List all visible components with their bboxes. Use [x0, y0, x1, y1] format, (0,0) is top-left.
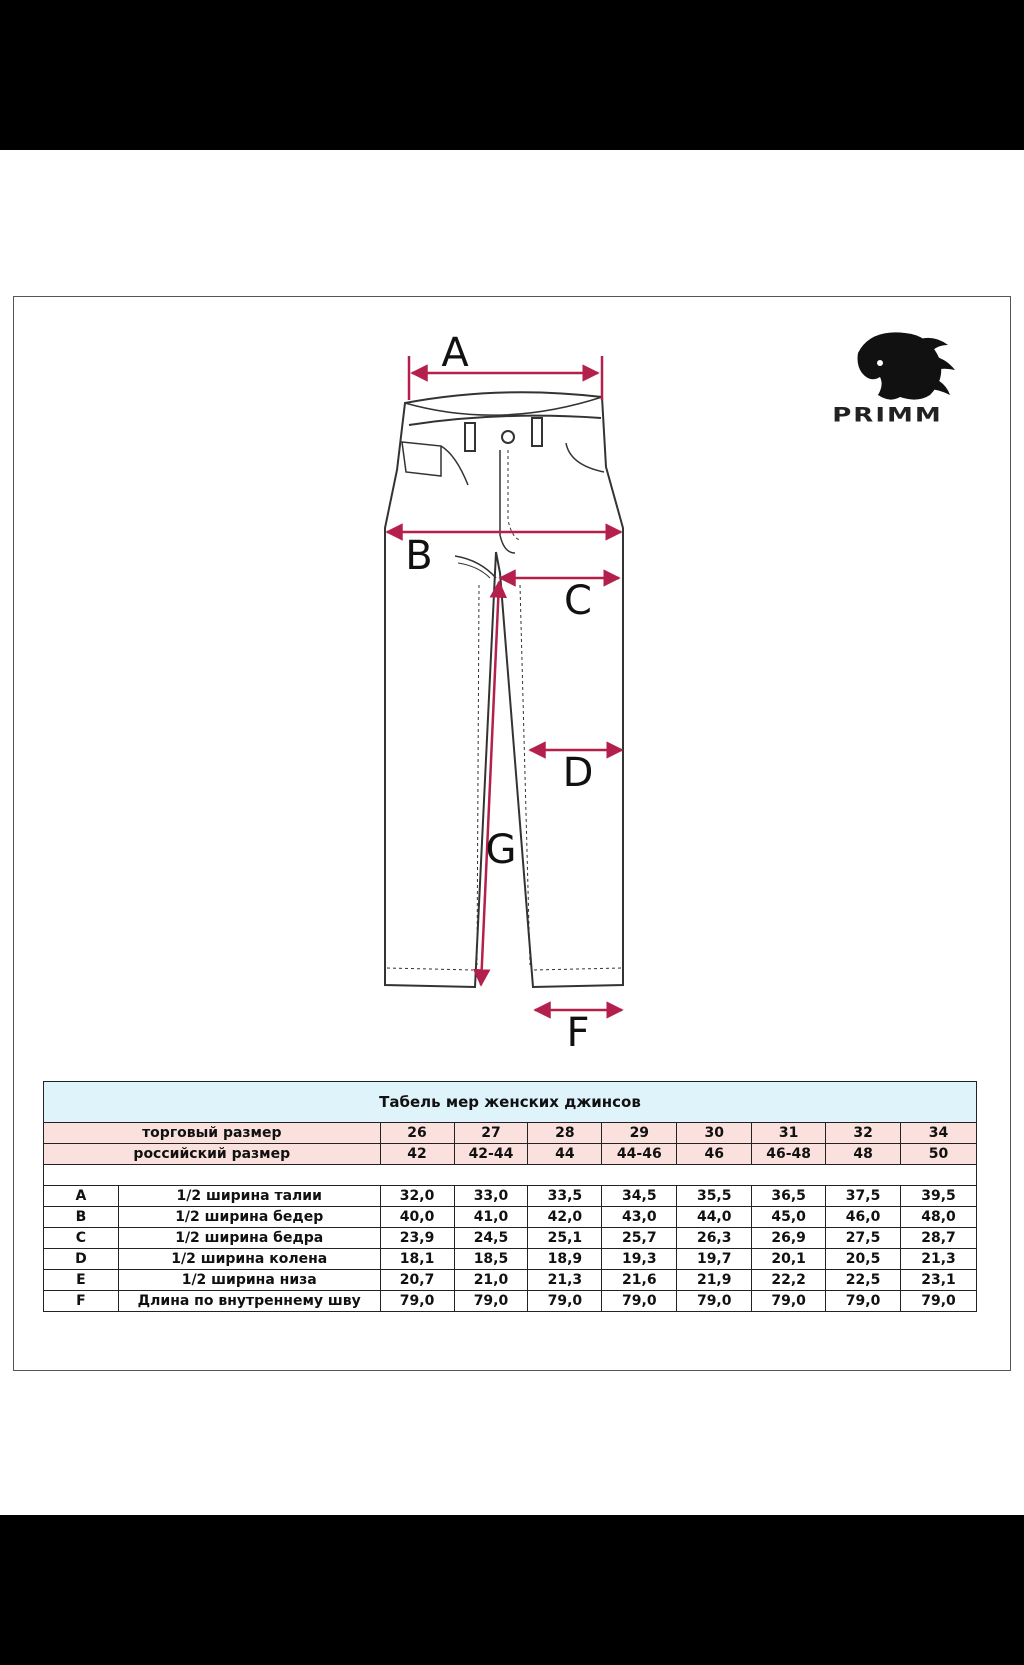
measure-code: B: [44, 1207, 119, 1228]
measure-value: 20,5: [826, 1249, 901, 1270]
measure-value: 24,5: [454, 1228, 528, 1249]
measure-value: 22,2: [752, 1270, 826, 1291]
measure-code: E: [44, 1270, 119, 1291]
label-c: C: [564, 578, 592, 624]
measure-value: 39,5: [901, 1186, 977, 1207]
label-g: G: [485, 827, 517, 873]
measure-value: 32,0: [380, 1186, 454, 1207]
measure-name: 1/2 ширина бедер: [118, 1207, 380, 1228]
ru-size-cell: 42-44: [454, 1144, 528, 1165]
trade-size-cell: 26: [380, 1123, 454, 1144]
ru-size-cell: 50: [901, 1144, 977, 1165]
measure-value: 26,9: [752, 1228, 826, 1249]
bottom-black-bar: [0, 1515, 1024, 1665]
measure-value: 23,1: [901, 1270, 977, 1291]
table-row: [44, 1207, 977, 1228]
trade-size-cell: 32: [826, 1123, 901, 1144]
measure-value: 37,5: [826, 1186, 901, 1207]
measure-value: 19,3: [602, 1249, 677, 1270]
measure-value: 21,6: [602, 1270, 677, 1291]
table-row: [44, 1249, 977, 1270]
ru-size-cell: 42: [380, 1144, 454, 1165]
dim-g-line: [481, 582, 499, 985]
measure-value: 79,0: [826, 1291, 901, 1312]
measure-value: 21,0: [454, 1270, 528, 1291]
spacer-row: [44, 1165, 977, 1186]
measure-value: 18,5: [454, 1249, 528, 1270]
ru-size-cell: 44-46: [602, 1144, 677, 1165]
measure-name: 1/2 ширина колена: [118, 1249, 380, 1270]
ru-size-row: [44, 1144, 977, 1165]
spacer-cell: [44, 1165, 977, 1186]
table-row: [44, 1270, 977, 1291]
trade-size-cell: 29: [602, 1123, 677, 1144]
measure-value: 23,9: [380, 1228, 454, 1249]
trade-size-cell: 30: [677, 1123, 752, 1144]
size-table: [43, 1081, 977, 1312]
measure-value: 46,0: [826, 1207, 901, 1228]
measure-value: 19,7: [677, 1249, 752, 1270]
ru-size-cell: 46-48: [752, 1144, 826, 1165]
ru-size-cell: 48: [826, 1144, 901, 1165]
measure-value: 35,5: [677, 1186, 752, 1207]
measure-value: 45,0: [752, 1207, 826, 1228]
measure-value: 79,0: [528, 1291, 602, 1312]
measure-value: 79,0: [752, 1291, 826, 1312]
measure-value: 79,0: [677, 1291, 752, 1312]
measure-value: 25,7: [602, 1228, 677, 1249]
measure-value: 43,0: [602, 1207, 677, 1228]
measure-value: 33,0: [454, 1186, 528, 1207]
measure-value: 79,0: [901, 1291, 977, 1312]
measure-value: 25,1: [528, 1228, 602, 1249]
measure-value: 79,0: [602, 1291, 677, 1312]
jeans-outline: [385, 392, 623, 987]
dimension-lines: [387, 356, 622, 1010]
measure-value: 18,1: [380, 1249, 454, 1270]
measure-code: F: [44, 1291, 119, 1312]
trade-size-cell: 31: [752, 1123, 826, 1144]
measure-value: 21,3: [901, 1249, 977, 1270]
label-f: F: [566, 1010, 590, 1056]
table-row: [44, 1291, 977, 1312]
trade-size-row: [44, 1123, 977, 1144]
measure-value: 79,0: [380, 1291, 454, 1312]
lion-logo-icon: [800, 325, 975, 445]
measure-value: 22,5: [826, 1270, 901, 1291]
trade-size-cell: 28: [528, 1123, 602, 1144]
measure-value: 36,5: [752, 1186, 826, 1207]
measure-value: 33,5: [528, 1186, 602, 1207]
measure-value: 27,5: [826, 1228, 901, 1249]
trade-size-label: торговый размер: [44, 1123, 381, 1144]
label-a: A: [441, 330, 469, 376]
measure-value: 26,3: [677, 1228, 752, 1249]
measure-name: Длина по внутреннему шву: [118, 1291, 380, 1312]
measure-value: 21,9: [677, 1270, 752, 1291]
ru-size-label: российский размер: [44, 1144, 381, 1165]
measure-name: 1/2 ширина низа: [118, 1270, 380, 1291]
trade-size-cell: 34: [901, 1123, 977, 1144]
measurement-rows: [44, 1186, 977, 1312]
measure-value: 41,0: [454, 1207, 528, 1228]
measure-code: D: [44, 1249, 119, 1270]
measure-value: 40,0: [380, 1207, 454, 1228]
measure-code: C: [44, 1228, 119, 1249]
measure-value: 48,0: [901, 1207, 977, 1228]
measure-value: 42,0: [528, 1207, 602, 1228]
measure-name: 1/2 ширина бедра: [118, 1228, 380, 1249]
measure-value: 44,0: [677, 1207, 752, 1228]
label-b: B: [405, 533, 433, 579]
measure-value: 20,7: [380, 1270, 454, 1291]
measure-name: 1/2 ширина талии: [118, 1186, 380, 1207]
measure-value: 20,1: [752, 1249, 826, 1270]
measure-value: 21,3: [528, 1270, 602, 1291]
table-caption: Табель мер женских джинсов: [44, 1082, 977, 1123]
table-row: [44, 1186, 977, 1207]
label-d: D: [562, 750, 594, 796]
ru-size-cell: 44: [528, 1144, 602, 1165]
trade-size-cell: 27: [454, 1123, 528, 1144]
ru-size-cell: 46: [677, 1144, 752, 1165]
measure-code: A: [44, 1186, 119, 1207]
measure-value: 34,5: [602, 1186, 677, 1207]
measure-value: 28,7: [901, 1228, 977, 1249]
table-row: [44, 1228, 977, 1249]
measure-value: 18,9: [528, 1249, 602, 1270]
brand-name: PRIMM: [832, 404, 943, 427]
measure-value: 79,0: [454, 1291, 528, 1312]
